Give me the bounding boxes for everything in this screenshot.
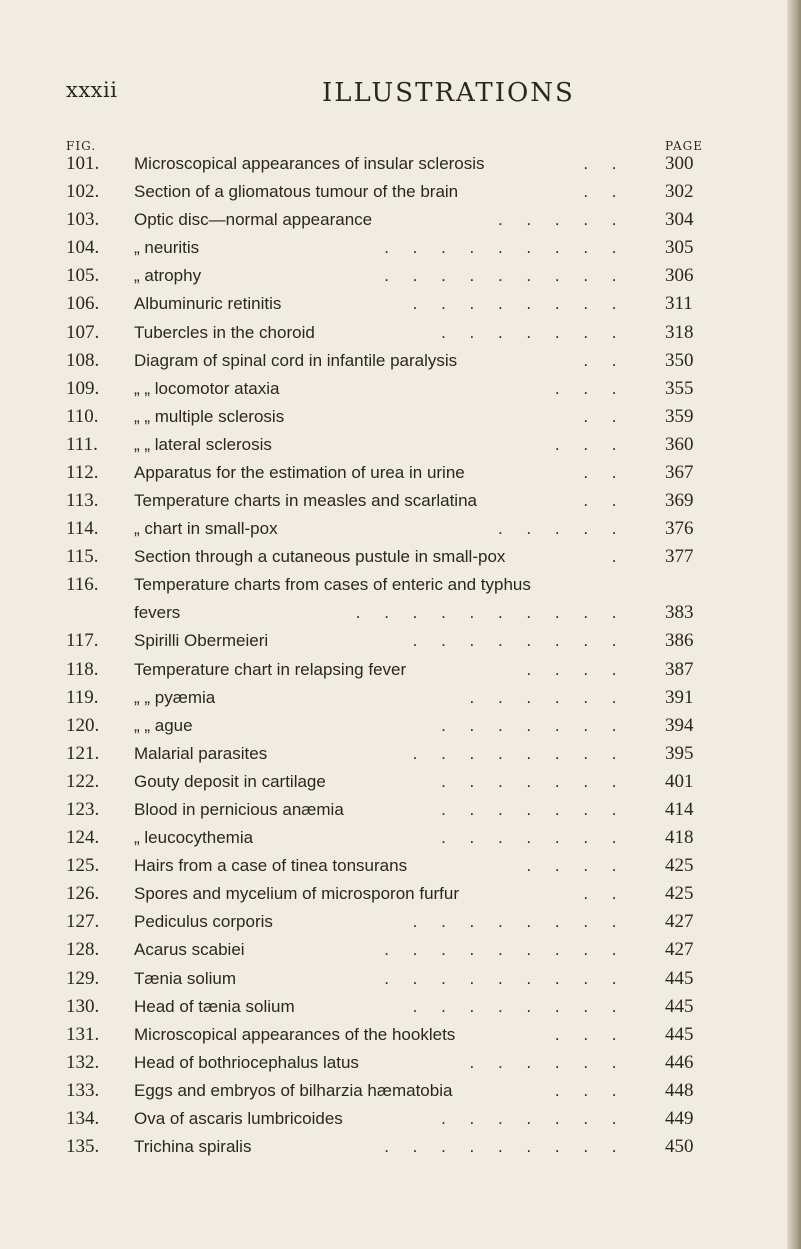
list-item [66,459,726,487]
figure-number: 124. [66,827,100,849]
list-item [66,936,726,964]
dot-leader: . . . . . [497,210,626,230]
dot-leader: . . . . . . . . . [384,968,626,988]
figure-number: 106. [66,293,100,315]
figure-caption-continued: fevers [134,603,181,623]
list-item [66,627,726,655]
page-reference: 414 [665,798,694,820]
figure-caption: „ „ pyæmia [134,687,216,707]
list-item [66,543,726,571]
figure-caption: Hairs from a case of tinea tonsurans [134,856,408,876]
page-reference: 401 [665,770,694,792]
list-item [66,852,726,880]
figure-number: 121. [66,742,100,764]
figure-number: 105. [66,265,100,287]
figure-number: 116. [66,574,99,596]
figure-caption: Head of tænia solium [134,996,295,1016]
figure-caption: Tænia solium [134,968,237,988]
figure-caption: Spores and mycelium of microsporon furfur [134,884,460,904]
figure-number: 133. [66,1079,100,1101]
figure-caption: „ „ multiple sclerosis [134,406,285,426]
figure-number: 134. [66,1108,100,1129]
figure-caption: Pediculus corporis [134,912,273,932]
figure-number: 102. [66,181,100,203]
figure-caption: Microscopical appearances of the hooklets [134,1024,456,1044]
dot-leader: . . . . . . . . [412,631,626,651]
figure-caption: Acarus scabiei [134,940,245,960]
page-spine-shadow [787,0,801,1249]
page-reference: 355 [665,377,694,399]
figure-number: 123. [66,798,100,820]
page-reference: 377 [665,546,694,568]
figure-number: 107. [66,321,100,343]
dot-leader: . . [583,350,626,370]
figure-caption: Diagram of spinal cord in infantile paralysis [134,350,458,370]
list-item [66,178,726,206]
page-reference: 391 [665,686,694,708]
page-reference: 427 [665,911,694,933]
list-item [66,234,726,262]
dot-leader: . . . . . . . . . [384,266,626,286]
list-item [66,656,726,684]
list-item [66,1021,726,1049]
dot-leader: . . . . [526,659,626,679]
figure-number: 117. [66,630,99,652]
dot-leader: . . [583,463,626,483]
figure-number: 126. [66,883,100,905]
dot-leader: . . . . . . . [441,715,626,735]
figure-number: 113. [66,490,99,512]
figure-caption: Temperature charts in measles and scarlatina [134,491,477,511]
page-reference: 367 [665,462,694,484]
figure-caption: Temperature charts from cases of enteric and typhus [134,575,531,595]
page-reference: 305 [665,237,694,259]
page-reference: 318 [665,321,694,343]
dot-leader: . [611,547,626,567]
page-reference: 360 [665,433,694,455]
page-reference: 300 [665,153,694,174]
dot-leader: . . [583,406,626,426]
list-item [66,880,726,908]
page-reference: 425 [665,883,694,905]
fig-column-heading: FIG. [66,139,97,153]
page-reference: 425 [665,855,694,877]
page-reference: 445 [665,967,694,989]
dot-leader: . . . . . . [469,1052,626,1072]
list-item [66,1133,726,1161]
figure-caption: Spirilli Obermeieri [134,631,269,651]
running-title: ILLUSTRATIONS [322,78,575,108]
page-reference: 445 [665,995,694,1017]
page-header [66,78,706,118]
figure-caption: Temperature chart in relapsing fever [134,659,407,679]
figure-caption: Section through a cutaneous pustule in small-pox [134,547,506,567]
list-item [66,150,726,178]
page-reference: 383 [665,602,694,624]
illustration-list [66,150,726,1161]
dot-leader: . . . . . . . [441,1109,626,1128]
dot-leader: . . . . . . . . [412,996,626,1016]
figure-caption: „ leucocythemia [134,828,254,848]
figure-number: 104. [66,237,100,259]
page-reference: 446 [665,1051,694,1073]
figure-caption: Tubercles in the choroid [134,322,315,342]
figure-number: 111. [66,433,98,455]
page-reference: 387 [665,658,694,680]
dot-leader: . . . . [526,856,626,876]
figure-caption: Malarial parasites [134,743,268,763]
figure-caption: Optic disc—normal appearance [134,210,373,230]
figure-caption: Gouty deposit in cartilage [134,771,326,791]
figure-number: 109. [66,377,100,399]
page-reference: 418 [665,827,694,849]
figure-number: 115. [66,546,99,568]
list-item [66,319,726,347]
figure-number: 112. [66,462,99,484]
figure-number: 120. [66,714,100,736]
page-column-heading: PAGE [665,139,703,153]
page-reference: 449 [665,1108,694,1129]
list-item [66,1105,726,1133]
figure-number: 130. [66,995,100,1017]
dot-leader: . . . [554,434,626,454]
list-item [66,515,726,543]
dot-leader: . . . [554,1024,626,1044]
figure-caption: Microscopical appearances of insular sclerosis [134,154,485,173]
figure-caption: „ „ lateral sclerosis [134,434,272,454]
figure-number: 101. [66,153,100,174]
dot-leader: . . . . . . . . . [384,1137,626,1157]
page-reference: 359 [665,405,694,427]
figure-number: 103. [66,209,100,231]
figure-number: 129. [66,967,100,989]
figure-caption: „ „ ague [134,715,193,735]
page-reference: 448 [665,1079,694,1101]
page-reference: 306 [665,265,694,287]
page-reference: 395 [665,742,694,764]
dot-leader: . . . [554,1080,626,1100]
list-item [66,824,726,852]
list-item [66,375,726,403]
list-item [66,684,726,712]
dot-leader: . . . . . . . . [412,912,626,932]
list-item [66,403,726,431]
dot-leader: . . . . . . [469,687,626,707]
list-item [66,431,726,459]
figure-number: 127. [66,911,100,933]
figure-caption: „ „ locomotor ataxia [134,378,280,398]
page-reference: 376 [665,518,694,540]
figure-number: 118. [66,658,99,680]
list-item [66,487,726,515]
figure-caption: Trichina spiralis [134,1137,252,1157]
list-item [66,908,726,936]
figure-caption: „ atrophy [134,266,202,286]
dot-leader: . . . . . . . . . . [355,603,626,623]
figure-number: 128. [66,939,100,961]
figure-number: 132. [66,1051,100,1073]
figure-number: 122. [66,770,100,792]
figure-caption: Section of a gliomatous tumour of the brain [134,182,459,202]
figure-caption: Albuminuric retinitis [134,294,282,314]
dot-leader: . . [583,491,626,511]
page-reference: 369 [665,490,694,512]
dot-leader: . . [583,884,626,904]
page-reference: 311 [665,293,693,315]
list-item [66,1077,726,1105]
figure-number: 125. [66,855,100,877]
figure-caption: „ chart in small-pox [134,519,278,539]
list-item [66,768,726,796]
page-reference: 427 [665,939,694,961]
figure-caption: Ova of ascaris lumbricoides [134,1109,343,1128]
dot-leader: . . . . . [497,519,626,539]
figure-caption: Eggs and embryos of bilharzia hæmatobia [134,1080,453,1100]
list-item [66,206,726,234]
dot-leader: . . . . . . . . . [384,940,626,960]
list-item [66,796,726,824]
dot-leader: . . . . . . . [441,828,626,848]
dot-leader: . . . . . . . [441,771,626,791]
page-reference: 350 [665,349,694,371]
list-item [66,262,726,290]
dot-leader: . . [583,182,626,202]
list-item [66,290,726,318]
page-number: xxxii [66,78,118,102]
dot-leader: . . . . . . . . . [384,238,626,258]
figure-caption: Apparatus for the estimation of urea in urine [134,463,465,483]
list-item [66,571,726,627]
list-item [66,993,726,1021]
figure-number: 114. [66,518,99,540]
dot-leader: . . . [554,378,626,398]
figure-number: 108. [66,349,100,371]
dot-leader: . . . . . . . [441,322,626,342]
list-item [66,965,726,993]
dot-leader: . . . . . . . . [412,743,626,763]
figure-number: 135. [66,1136,100,1158]
dot-leader: . . . . . . . . [412,294,626,314]
page-reference: 394 [665,714,694,736]
list-item [66,1049,726,1077]
page-reference: 302 [665,181,694,203]
page-reference: 445 [665,1023,694,1045]
page-reference: 304 [665,209,694,231]
figure-number: 119. [66,686,99,708]
dot-leader: . . [583,154,626,173]
figure-caption: „ neuritis [134,238,200,258]
figure-number: 131. [66,1023,100,1045]
list-item [66,347,726,375]
page-reference: 386 [665,630,694,652]
figure-number: 110. [66,405,99,427]
dot-leader: . . . . . . . [441,799,626,819]
list-item [66,712,726,740]
figure-caption: Head of bothriocephalus latus [134,1052,359,1072]
list-item [66,740,726,768]
figure-caption: Blood in pernicious anæmia [134,799,344,819]
page-reference: 450 [665,1136,694,1158]
